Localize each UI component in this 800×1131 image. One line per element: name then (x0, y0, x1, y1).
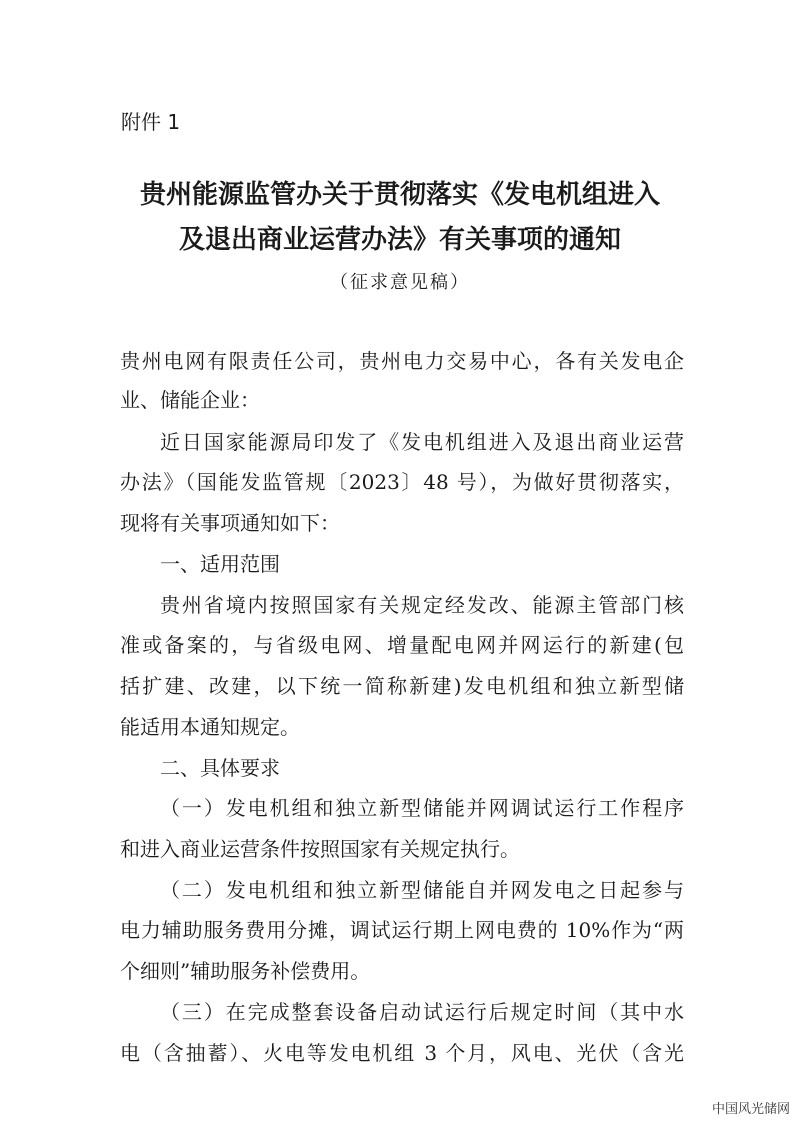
body-line: （三）在完成整套设备启动试运行后规定时间（其中水 (160, 1000, 684, 1024)
body-line: 贵州省境内按照国家有关规定经发改、能源主管部门核 (160, 593, 684, 617)
body-line: 能适用本通知规定。 (120, 715, 300, 739)
section-heading: 一、适用范围 (160, 552, 280, 576)
body-line: 业、储能企业： (120, 388, 260, 412)
body-line: （一）发电机组和独立新型储能并网调试运行工作程序 (160, 796, 684, 820)
document-title-line-1: 贵州能源监管办关于贯彻落实《发电机组进入 (139, 180, 660, 210)
body-line: 办法》（国能发监管规〔2023〕48 号），为做好贯彻落实， (120, 470, 684, 494)
body-line: 括扩建、改建，以下统一简称新建)发电机组和独立新型储 (120, 674, 684, 698)
body-line: 和进入商业运营条件按照国家有关规定执行。 (120, 837, 520, 861)
document-title-line-2: 及退出商业运营办法》有关事项的通知 (178, 225, 621, 255)
document-subtitle: （征求意见稿） (330, 272, 470, 293)
body-line: 个细则”辅助服务补偿费用。 (120, 959, 371, 983)
body-line: 电力辅助服务费用分摊，调试运行期上网电费的 10%作为“两 (120, 918, 684, 942)
body-line: 准或备案的，与省级电网、增量配电网并网运行的新建(包 (120, 633, 684, 657)
watermark: 中国风光储网 (711, 1102, 790, 1117)
body-line: （二）发电机组和独立新型储能自并网发电之日起参与 (160, 878, 684, 902)
body-line: 贵州电网有限责任公司，贵州电力交易中心，各有关发电企 (120, 349, 684, 373)
body-line: 近日国家能源局印发了《发电机组进入及退出商业运营 (160, 430, 684, 454)
body-line: 现将有关事项通知如下： (120, 511, 340, 535)
body-line: 电（含抽蓄）、火电等发电机组 3 个月，风电、光伏（含光 (120, 1041, 684, 1065)
section-heading: 二、具体要求 (160, 756, 280, 780)
attachment-label: 附件 1 (121, 110, 181, 134)
